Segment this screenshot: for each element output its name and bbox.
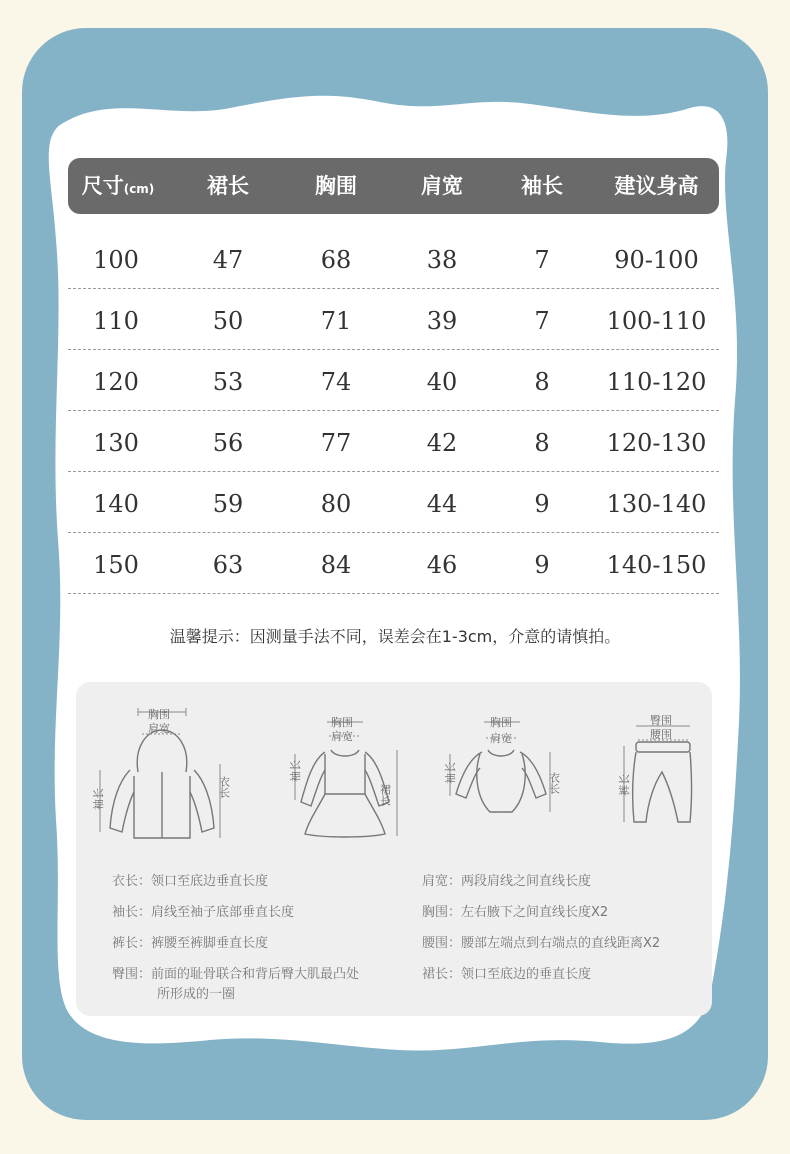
table-header xyxy=(68,158,719,214)
cell-size: 130 xyxy=(93,429,139,457)
table-row xyxy=(68,289,719,350)
jacket-label-sleeve: 袖长 xyxy=(92,788,105,810)
definition-item xyxy=(112,903,294,923)
cell-sleeve: 8 xyxy=(534,429,550,457)
definition-item xyxy=(422,872,591,892)
definition-term: 袖长： xyxy=(112,905,152,920)
header-shoulder: 肩宽 xyxy=(421,174,463,198)
cell-skirt-length: 53 xyxy=(212,368,244,396)
definition-text: 腰部左端点到右端点的直线距离X2 xyxy=(461,936,661,951)
cell-skirt-length: 47 xyxy=(212,246,244,274)
cell-size: 100 xyxy=(93,246,139,274)
table-row xyxy=(68,411,719,472)
dress-label-sleeve: 袖长 xyxy=(289,760,302,782)
definition-term: 裤长： xyxy=(112,936,152,951)
cell-shoulder: 38 xyxy=(426,246,458,274)
cell-sleeve: 9 xyxy=(534,490,550,518)
definition-term: 肩宽： xyxy=(422,874,462,889)
header-height: 建议身高 xyxy=(614,174,699,198)
cell-skirt-length: 59 xyxy=(212,490,244,518)
romper-illustration xyxy=(440,712,570,832)
cell-height: 110-120 xyxy=(606,368,707,396)
cell-sleeve: 9 xyxy=(534,551,550,579)
definition-item xyxy=(112,965,359,1005)
dress-label-shoulder: 肩宽 xyxy=(331,730,353,743)
definition-term: 胸围： xyxy=(422,905,462,920)
cell-chest: 74 xyxy=(320,368,352,396)
definition-item xyxy=(422,934,660,954)
jacket-label-length: 衣长 xyxy=(217,776,230,798)
cell-size: 120 xyxy=(93,368,139,396)
dress-illustration xyxy=(285,710,410,850)
pants-label-hip: 臀围 xyxy=(650,714,672,727)
cell-height: 140-150 xyxy=(606,551,707,579)
cell-chest: 71 xyxy=(320,307,352,335)
row-divider xyxy=(68,593,719,594)
cell-height: 120-130 xyxy=(606,429,707,457)
definition-term: 裙长： xyxy=(422,967,462,982)
definition-text: 裤腰至裤脚垂直长度 xyxy=(151,936,269,951)
definition-text: 领口至底边的垂直长度 xyxy=(461,967,592,982)
header-size: 尺寸(cm) xyxy=(81,174,155,198)
jacket-label-shoulder: 肩宽 xyxy=(148,722,170,735)
definition-term: 臀围： xyxy=(112,967,152,982)
cell-shoulder: 40 xyxy=(426,368,458,396)
definition-term: 衣长： xyxy=(112,874,152,889)
header-chest: 胸围 xyxy=(315,174,357,198)
dress-label-skirt: 裙长 xyxy=(378,784,392,806)
cell-sleeve: 7 xyxy=(534,307,550,335)
table-row xyxy=(68,533,719,594)
cell-sleeve: 7 xyxy=(534,246,550,274)
cell-chest: 68 xyxy=(320,246,352,274)
definition-item xyxy=(422,903,608,923)
jacket-label-chest: 胸围 xyxy=(148,708,170,721)
table-row xyxy=(68,228,719,289)
header-sleeve: 袖长 xyxy=(521,174,563,198)
definition-item xyxy=(112,934,268,954)
cell-skirt-length: 50 xyxy=(212,307,244,335)
cell-height: 90-100 xyxy=(614,246,699,274)
definition-term: 腰围： xyxy=(422,936,462,951)
cell-size: 140 xyxy=(93,490,139,518)
definition-text-continued: 所形成的一圈 xyxy=(157,987,236,1002)
dress-label-chest: 胸围 xyxy=(331,716,353,729)
cell-size: 150 xyxy=(93,551,139,579)
definition-text: 左右腋下之间直线长度X2 xyxy=(461,905,609,920)
cell-chest: 77 xyxy=(320,429,352,457)
cell-shoulder: 39 xyxy=(426,307,458,335)
jacket-illustration xyxy=(90,700,230,850)
cell-skirt-length: 63 xyxy=(212,551,244,579)
cell-height: 130-140 xyxy=(606,490,707,518)
table-row xyxy=(68,350,719,411)
definition-text: 领口至底边垂直长度 xyxy=(151,874,269,889)
pants-label-waist: 腰围 xyxy=(650,728,672,741)
cell-chest: 84 xyxy=(320,551,352,579)
measurement-note: 温馨提示：因测量手法不同，误差会在1-3cm，介意的请慎拍。 xyxy=(169,627,621,646)
cell-shoulder: 46 xyxy=(426,551,458,579)
definition-item xyxy=(422,965,591,985)
cell-chest: 80 xyxy=(320,490,352,518)
romper-label-chest: 胸围 xyxy=(490,716,512,729)
pants-illustration xyxy=(610,706,700,836)
cell-size: 110 xyxy=(93,307,139,335)
cell-sleeve: 8 xyxy=(534,368,550,396)
romper-label-length: 衣长 xyxy=(547,772,561,794)
cell-shoulder: 44 xyxy=(426,490,458,518)
cell-shoulder: 42 xyxy=(426,429,458,457)
definition-text: 两段肩线之间直线长度 xyxy=(461,874,592,889)
table-row xyxy=(68,472,719,533)
pants-label-length: 裤长 xyxy=(618,774,631,796)
romper-label-sleeve: 袖长 xyxy=(444,762,457,784)
definition-text: 肩线至袖子底部垂直长度 xyxy=(151,905,295,920)
definition-item xyxy=(112,872,268,892)
romper-label-shoulder: 肩宽 xyxy=(490,732,512,745)
header-skirt-length: 裙长 xyxy=(207,174,249,198)
definition-text: 前面的耻骨联合和背后臀大肌最凸处 xyxy=(151,967,360,982)
cell-height: 100-110 xyxy=(606,307,707,335)
cell-skirt-length: 56 xyxy=(212,429,244,457)
